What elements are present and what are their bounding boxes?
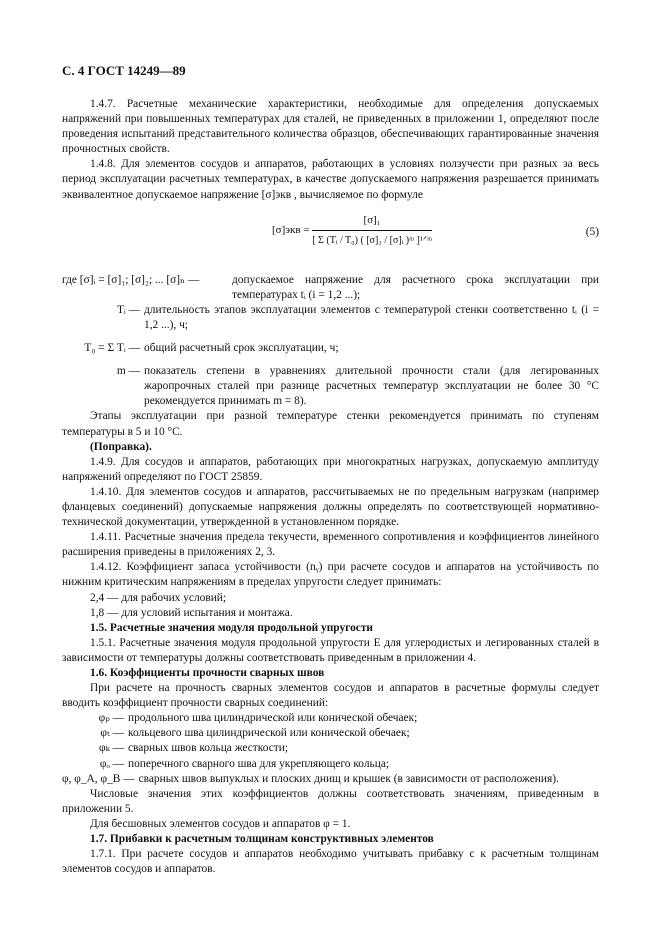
paragraph-1-6: При расчете на прочность сварных элементов сосудов и аппаратов в расчетные формулы следует вводить коэффициент прочности сварных соединений:	[62, 682, 599, 710]
document-body	[62, 97, 599, 877]
paragraph-1-4-12: 1.4.12. Коэффициент запаса устойчивости (nᵧ) при расчете сосудов и аппаратов на устойчивость по нижним критическим напряжениям в пределах упругости следует принимать:	[62, 561, 599, 589]
definition-text: длительность этапов эксплуатации элементов с температурой стенки соответственно tᵢ (i = 1,2 ...), ч;	[144, 303, 599, 331]
weld-coefficient-text: продольного шва цилиндрической или конической обечаек;	[128, 712, 418, 725]
formula-fraction	[312, 213, 432, 248]
formula-lhs: [σ]экв =	[272, 223, 310, 236]
formula-number: (5)	[585, 225, 599, 238]
weld-coefficient-row	[62, 772, 599, 787]
definition-symbol: где [σ]ᵢ = [σ]₁; [σ]₂; ... [σ]ₙ —	[62, 273, 200, 286]
paragraph-1-5-1: 1.5.1. Расчетные значения модуля продольной упругости E для углеродистых и легированных сталей в зависимости от температуры должны соответствовать приведенным в приложении 4.	[62, 636, 599, 664]
section-heading-1-5: 1.5. Расчетные значения модуля продольной упругости	[90, 621, 373, 634]
weld-coefficient-symbol: φₒ —	[99, 757, 124, 770]
weld-coefficient-symbol: φₖ —	[99, 742, 124, 755]
definition-symbol: m —	[116, 365, 140, 378]
paragraph-1-4-8: 1.4.8. Для элементов сосудов и аппаратов, работающих в условиях ползучести при разных за весь период эксплуатации расчетных температурах, в качестве допускаемого напряжения разрешается принимать эквивалентное допускаемое напряжение [σ]экв , вычисляемое по формуле	[62, 158, 599, 201]
weld-coefficient-text: сварных швов кольца жесткости;	[128, 742, 289, 755]
formula-body	[272, 213, 432, 248]
formula-5	[62, 209, 599, 265]
weld-coefficient-row	[62, 741, 599, 756]
definition-symbol: T₀ = Σ Tᵢ —	[84, 342, 140, 355]
paragraph-1-4-9: 1.4.9. Для сосудов и аппаратов, работающих при многократных нагрузках, допускаемую амплитуду напряжений определяют по ГОСТ 25859.	[62, 455, 599, 483]
definition-text: допускаемое напряжение для расчетного срока эксплуатации при температурах tᵢ (i = 1,2 ...);	[232, 273, 599, 301]
definition-row	[62, 303, 599, 333]
weld-coefficient-text: сварных швов выпуклых и плоских днищ и крышек (в зависимости от расположения).	[138, 772, 559, 785]
definition-text: показатель степени в уравнениях длительной прочности стали (для легированных жаропрочных сталей при разнице расчетных температур эксплуатации не более 30 °С рекомендуется принимать m = 8).	[144, 365, 599, 408]
stability-factor-working: 2,4 — для рабочих условий;	[90, 591, 227, 604]
weld-coefficient-text: кольцевого шва цилиндрической или конической обечаек;	[128, 727, 410, 740]
definition-row	[62, 273, 599, 303]
definition-row	[62, 364, 599, 409]
section-heading-1-6: 1.6. Коэффициенты прочности сварных швов	[90, 667, 325, 679]
paragraph-1-4-11: 1.4.11. Расчетные значения предела текучести, временного сопротивления и коэффициентов линейного расширения приведены в приложениях 2, 3.	[62, 531, 599, 559]
paragraph-phi-values: Числовые значения этих коэффициентов должны соответствовать значениям, приведенным в приложении 5.	[62, 787, 599, 815]
formula-numerator: [σ]₁	[312, 213, 432, 231]
weld-coefficient-symbol: φₜ —	[100, 727, 124, 740]
paragraph-seamless: Для бесшовных элементов сосудов и аппаратов φ = 1.	[90, 817, 351, 830]
weld-coefficient-text: поперечного сварного шва для укрепляющего кольца;	[128, 757, 390, 770]
section-heading-1-7: 1.7. Прибавки к расчетным толщинам конструктивных элементов	[90, 833, 434, 846]
definition-row	[62, 341, 599, 356]
correction-note: (Поправка).	[90, 440, 152, 453]
paragraph-1-7-1: 1.7.1. При расчете сосудов и аппаратов необходимо учитывать прибавку c к расчетным толщинам элементов сосудов и аппаратов.	[62, 848, 599, 876]
definition-symbol: Tᵢ —	[116, 303, 140, 316]
paragraph-stages: Этапы эксплуатации при разной температуре стенки рекомендуется принимать по ступеням температуры в 5 и 10 °С.	[62, 410, 599, 438]
paragraph-1-4-10: 1.4.10. Для элементов сосудов и аппаратов, рассчитываемых не по предельным нагрузкам (например фланцевых соединений) допускаемые напряжения должны определять по соответствующей нормативно-технической документации, утвержденной в установленном порядке.	[62, 485, 599, 529]
weld-coefficient-row	[62, 726, 599, 741]
page-header: С. 4 ГОСТ 14249—89	[62, 63, 186, 78]
weld-coefficient-row	[62, 711, 599, 726]
weld-coefficient-symbol: φ, φ_A, φ_B —	[62, 772, 135, 785]
stability-factor-test: 1,8 — для условий испытания и монтажа.	[90, 606, 293, 619]
formula-denominator: [ Σ (Tᵢ / T₀) ( [σ]₁ / [σ]ᵢ )ᵐ ]¹ᐟᵐ	[312, 234, 432, 246]
weld-coefficient-symbol: φₚ —	[98, 712, 124, 725]
paragraph-1-4-7: 1.4.7. Расчетные механические характеристики, необходимые для определения допускаемых напряжений при повышенных температурах для сталей, не приведенных в приложении 1, определяют после проведения испытаний представительного количества образцов, обеспечивающих гарантированные значения прочностных свойств.	[62, 98, 599, 156]
definition-text: общий расчетный срок эксплуатации, ч;	[144, 342, 339, 355]
weld-coefficient-row	[62, 757, 599, 772]
